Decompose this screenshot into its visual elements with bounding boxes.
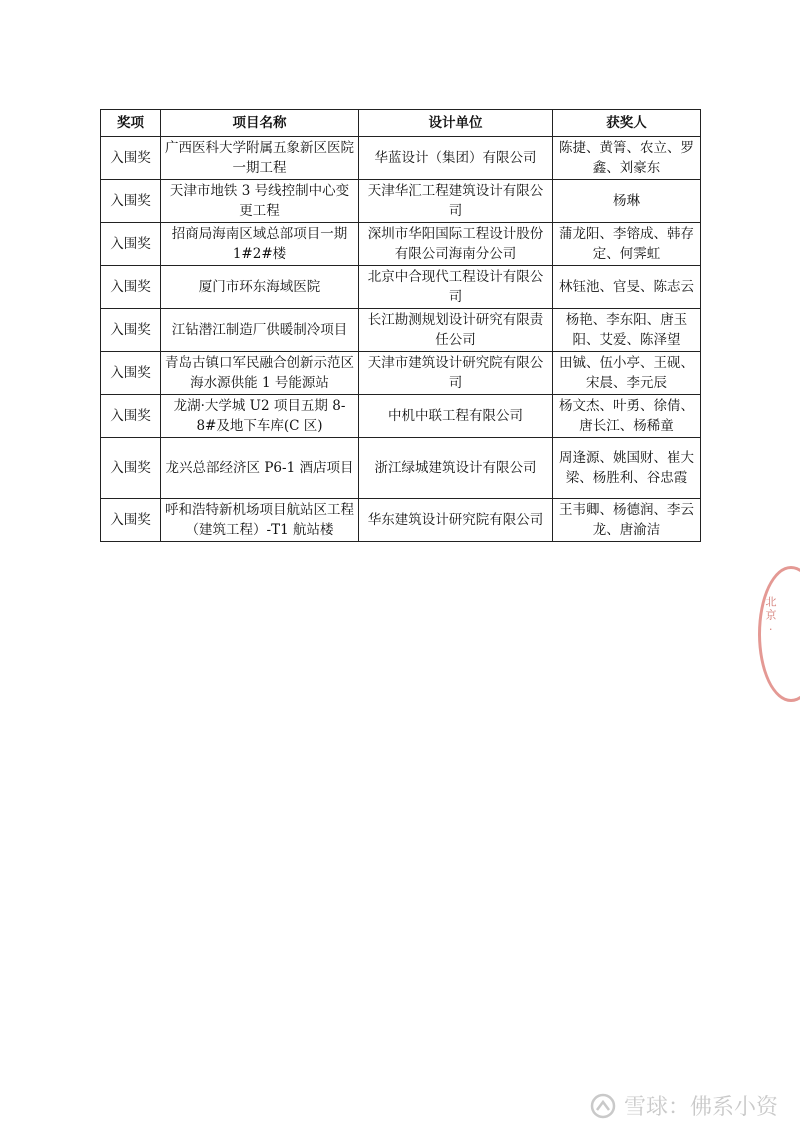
award-cell: 入围奖 [101, 395, 161, 438]
winners-cell: 杨艳、李东阳、唐玉阳、艾爱、陈泽望 [553, 309, 701, 352]
awards-table [100, 109, 701, 542]
header-award: 奖项 [101, 110, 161, 137]
table-row [101, 352, 701, 395]
award-cell: 入围奖 [101, 137, 161, 180]
unit-cell: 天津市建筑设计研究院有限公司 [359, 352, 553, 395]
project-cell: 龙兴总部经济区 P6-1 酒店项目 [161, 438, 359, 499]
project-cell: 龙湖·大学城 U2 项目五期 8-8#及地下车库(C 区) [161, 395, 359, 438]
project-cell: 青岛古镇口军民融合创新示范区海水源供能 1 号能源站 [161, 352, 359, 395]
winners-cell: 王韦卿、杨德润、李云龙、唐渝洁 [553, 499, 701, 542]
winners-cell: 杨琳 [553, 180, 701, 223]
unit-cell: 中机中联工程有限公司 [359, 395, 553, 438]
award-cell: 入围奖 [101, 438, 161, 499]
table-row [101, 309, 701, 352]
header-project-name: 项目名称 [161, 110, 359, 137]
project-cell: 江钻潜江制造厂供暖制冷项目 [161, 309, 359, 352]
table-header-row [101, 110, 701, 137]
award-cell: 入围奖 [101, 352, 161, 395]
snowball-logo-icon [590, 1093, 616, 1119]
project-cell: 广西医科大学附属五象新区医院一期工程 [161, 137, 359, 180]
watermark [590, 1090, 778, 1121]
award-cell: 入围奖 [101, 223, 161, 266]
header-winners: 获奖人 [553, 110, 701, 137]
award-cell: 入围奖 [101, 180, 161, 223]
unit-cell: 天津华汇工程建筑设计有限公司 [359, 180, 553, 223]
header-design-unit: 设计单位 [359, 110, 553, 137]
award-cell: 入围奖 [101, 499, 161, 542]
winners-cell: 田铖、伍小亭、王砚、宋晨、李元辰 [553, 352, 701, 395]
unit-cell: 深圳市华阳国际工程设计股份有限公司海南分公司 [359, 223, 553, 266]
award-cell: 入围奖 [101, 309, 161, 352]
winners-cell: 周逢源、姚国财、崔大梁、杨胜利、谷忠霞 [553, 438, 701, 499]
winners-cell: 陈捷、黄箐、农立、罗鑫、刘豪东 [553, 137, 701, 180]
seal-text: 北京 · [764, 596, 777, 633]
award-cell: 入围奖 [101, 266, 161, 309]
unit-cell: 北京中合现代工程设计有限公司 [359, 266, 553, 309]
watermark-text: 雪球：佛系小资 [623, 1095, 778, 1120]
unit-cell: 浙江绿城建筑设计有限公司 [359, 438, 553, 499]
project-cell: 呼和浩特新机场项目航站区工程（建筑工程）-T1 航站楼 [161, 499, 359, 542]
project-cell: 天津市地铁 3 号线控制中心变更工程 [161, 180, 359, 223]
project-cell: 招商局海南区域总部项目一期1#2#楼 [161, 223, 359, 266]
project-cell: 厦门市环东海域医院 [161, 266, 359, 309]
table-row [101, 223, 701, 266]
table-row [101, 499, 701, 542]
winners-cell: 杨文杰、叶勇、徐倩、唐长江、杨稀童 [553, 395, 701, 438]
table-row [101, 180, 701, 223]
table-row [101, 438, 701, 499]
unit-cell: 华东建筑设计研究院有限公司 [359, 499, 553, 542]
winners-cell: 林钰池、官旻、陈志云 [553, 266, 701, 309]
table-row [101, 395, 701, 438]
table-row [101, 266, 701, 309]
unit-cell: 长江勘测规划设计研究有限责任公司 [359, 309, 553, 352]
table-row [101, 137, 701, 180]
winners-cell: 蒲龙阳、李镕成、韩存定、何霁虹 [553, 223, 701, 266]
red-seal-stamp [758, 566, 800, 702]
unit-cell: 华蓝设计（集团）有限公司 [359, 137, 553, 180]
